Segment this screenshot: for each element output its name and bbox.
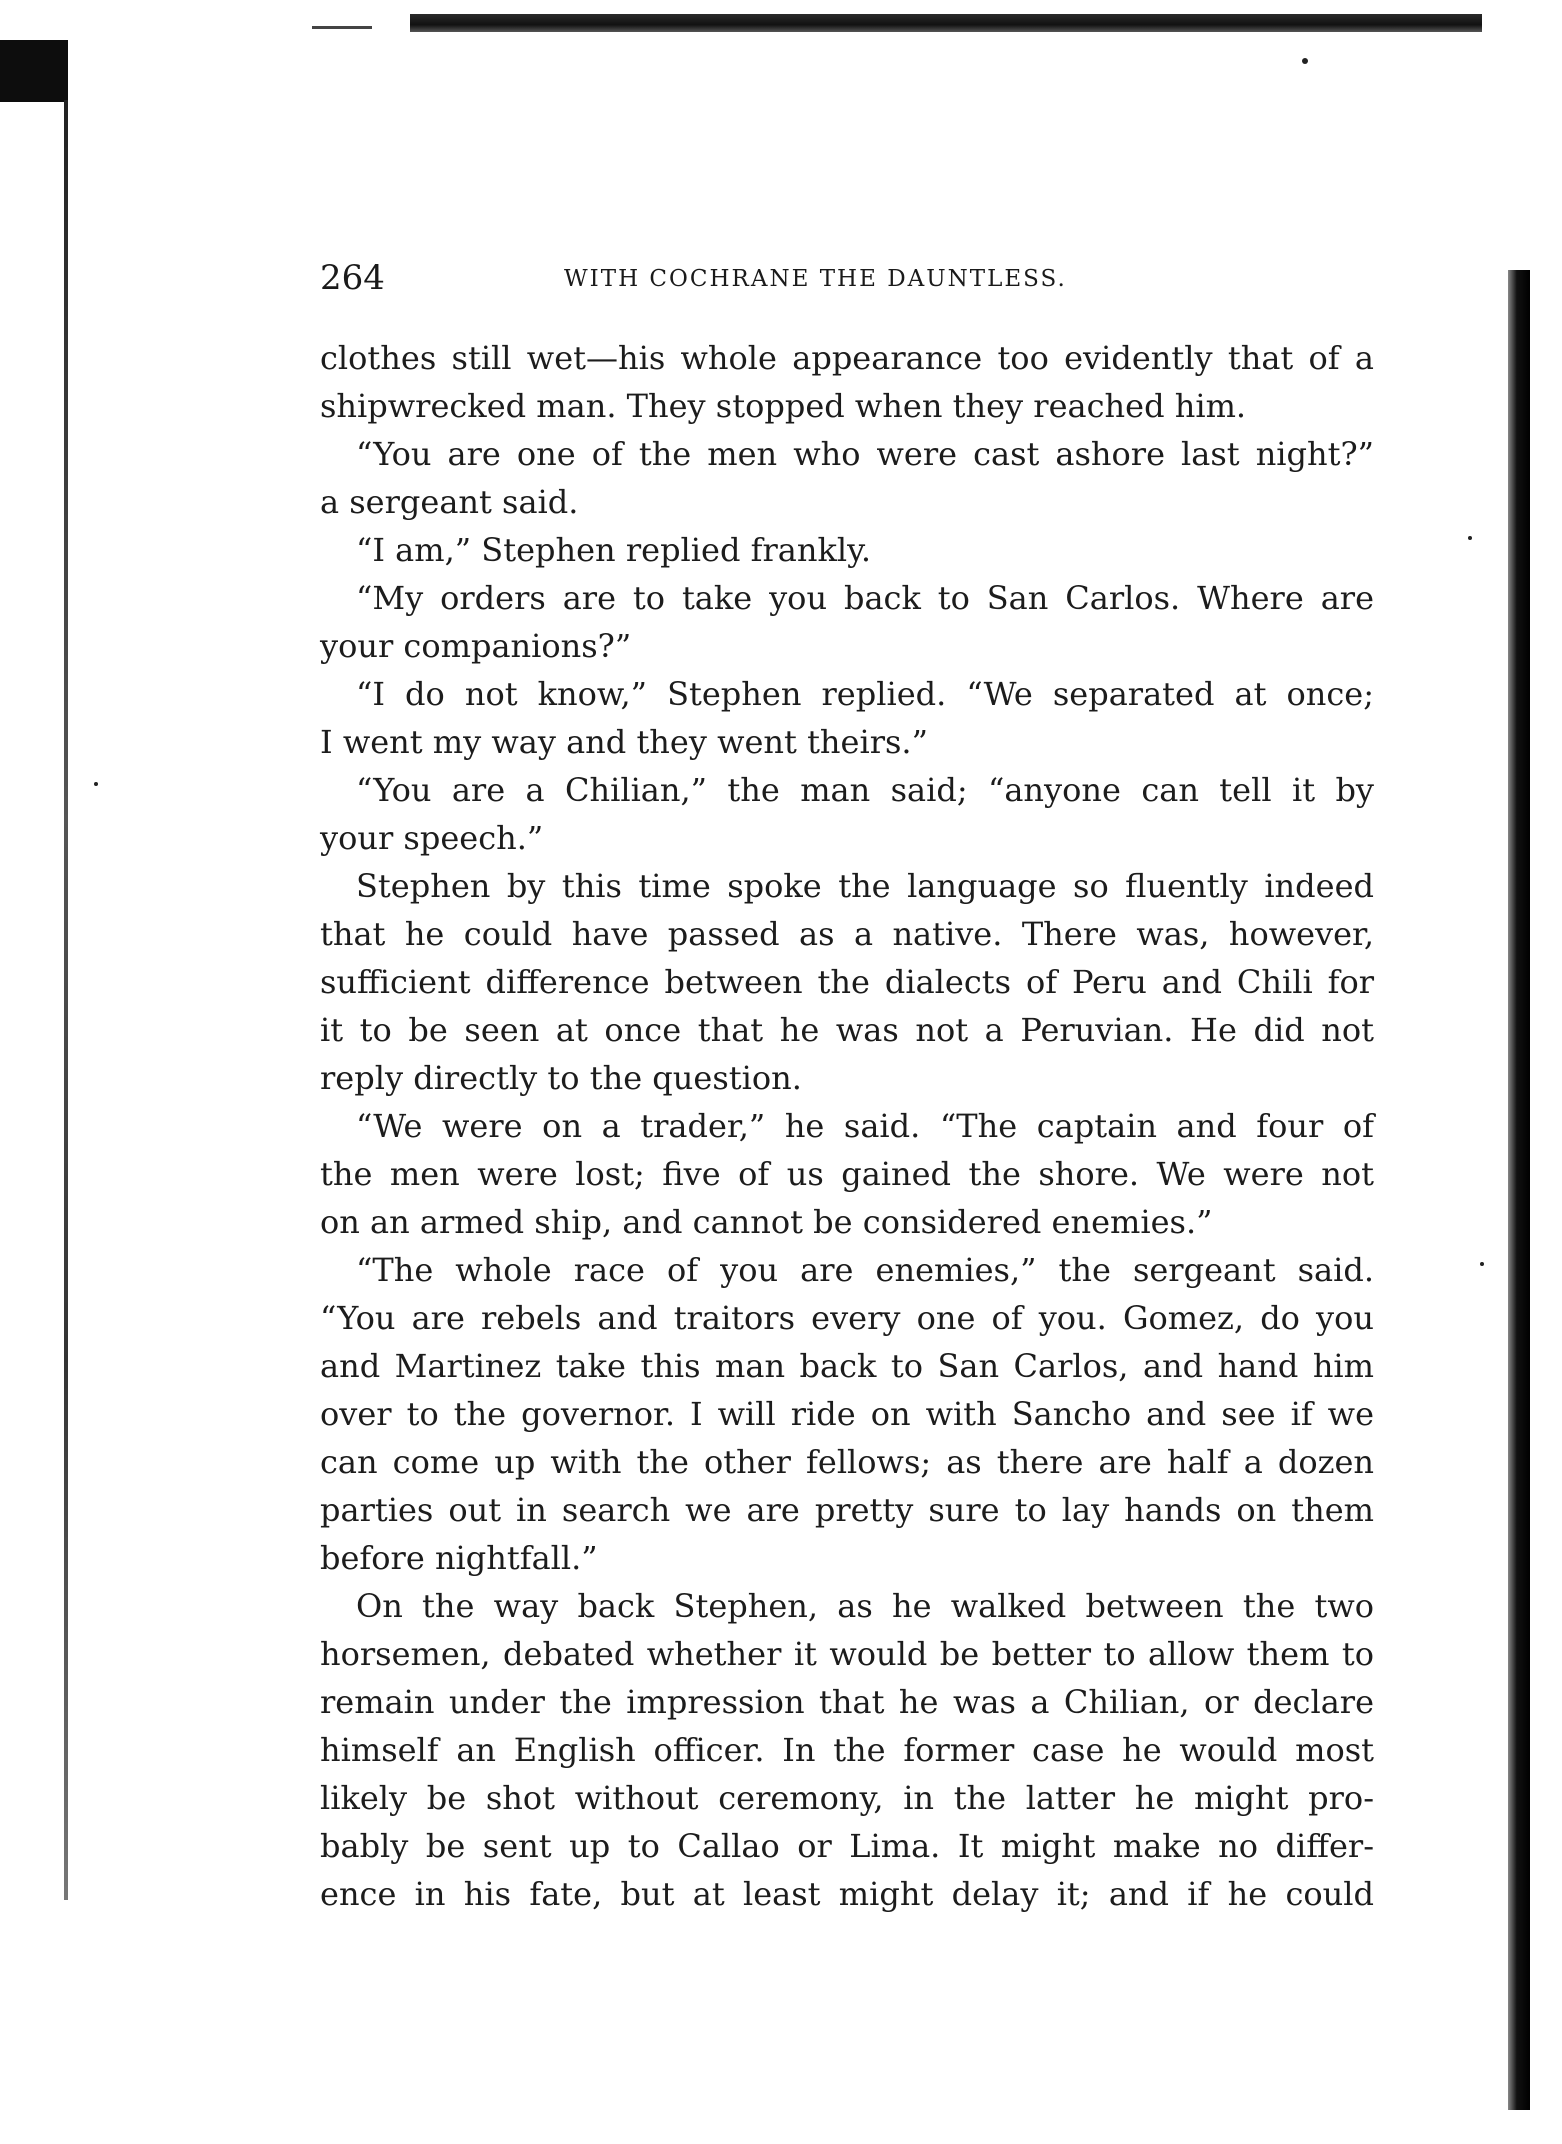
scan-speck [1468,536,1472,540]
scan-top-rule [410,14,1482,32]
scan-top-rule-stub [312,26,372,29]
text-line: On the way back Stephen, as he walked between the two [356,1587,1374,1625]
scan-speck [1480,1262,1484,1266]
text-line: can come up with the other fellows; as there are half a dozen [320,1443,1374,1481]
text-line: “The whole race of you are enemies,” the sergeant said. [356,1251,1374,1289]
text-line: on an armed ship, and cannot be considered enemies.” [320,1203,1213,1241]
text-line: reply directly to the question. [320,1059,802,1097]
scan-speck [1302,58,1308,64]
running-head-title: WITH COCHRANE THE DAUNTLESS. [564,266,1067,292]
text-line: the men were lost; five of us gained the shore. We were not [320,1155,1374,1193]
scan-left-block [0,40,68,102]
text-line: over to the governor. I will ride on with Sancho and see if we [320,1395,1374,1433]
text-line: and Martinez take this man back to San Carlos, and hand him [320,1347,1374,1385]
body-text [320,334,1374,1918]
text-line: a sergeant said. [320,483,579,521]
running-head [320,258,1374,298]
text-line: Stephen by this time spoke the language so fluently indeed [356,867,1374,905]
text-line: “I am,” Stephen replied frankly. [356,531,872,569]
scan-left-margin-line [64,100,68,1900]
scan-speck [94,782,98,786]
text-line: likely be shot without ceremony, in the latter he might pro- [320,1779,1374,1817]
text-line: shipwrecked man. They stopped when they reached him. [320,387,1247,425]
scan-right-edge [1508,270,1530,2110]
text-line: “You are rebels and traitors every one of you. Gomez, do you [320,1299,1374,1337]
text-line: horsemen, debated whether it would be better to allow them to [320,1635,1374,1673]
text-line: parties out in search we are pretty sure to lay hands on them [320,1491,1374,1529]
text-line: “You are one of the men who were cast ashore last night?” [356,435,1374,473]
text-line: “I do not know,” Stephen replied. “We separated at once; [356,675,1374,713]
text-line: sufficient difference between the dialects of Peru and Chili for [320,963,1374,1001]
text-line: “You are a Chilian,” the man said; “anyone can tell it by [356,771,1374,809]
text-line: “My orders are to take you back to San Carlos. Where are [356,579,1374,617]
text-line: ence in his fate, but at least might delay it; and if he could [320,1875,1374,1913]
text-line: himself an English officer. In the former case he would most [320,1731,1374,1769]
text-line: “We were on a trader,” he said. “The captain and four of [356,1107,1374,1145]
text-line: remain under the impression that he was a Chilian, or declare [320,1683,1374,1721]
text-line: your speech.” [320,819,544,857]
text-line: I went my way and they went theirs.” [320,723,928,761]
text-line: before nightfall.” [320,1539,598,1577]
text-line: your companions?” [320,627,632,665]
page-number: 264 [320,258,385,298]
text-line: that he could have passed as a native. There was, however, [320,915,1374,953]
text-line: it to be seen at once that he was not a Peruvian. He did not [320,1011,1374,1049]
text-line: bably be sent up to Callao or Lima. It might make no differ- [320,1827,1374,1865]
text-line: clothes still wet—his whole appearance too evidently that of a [320,339,1374,377]
